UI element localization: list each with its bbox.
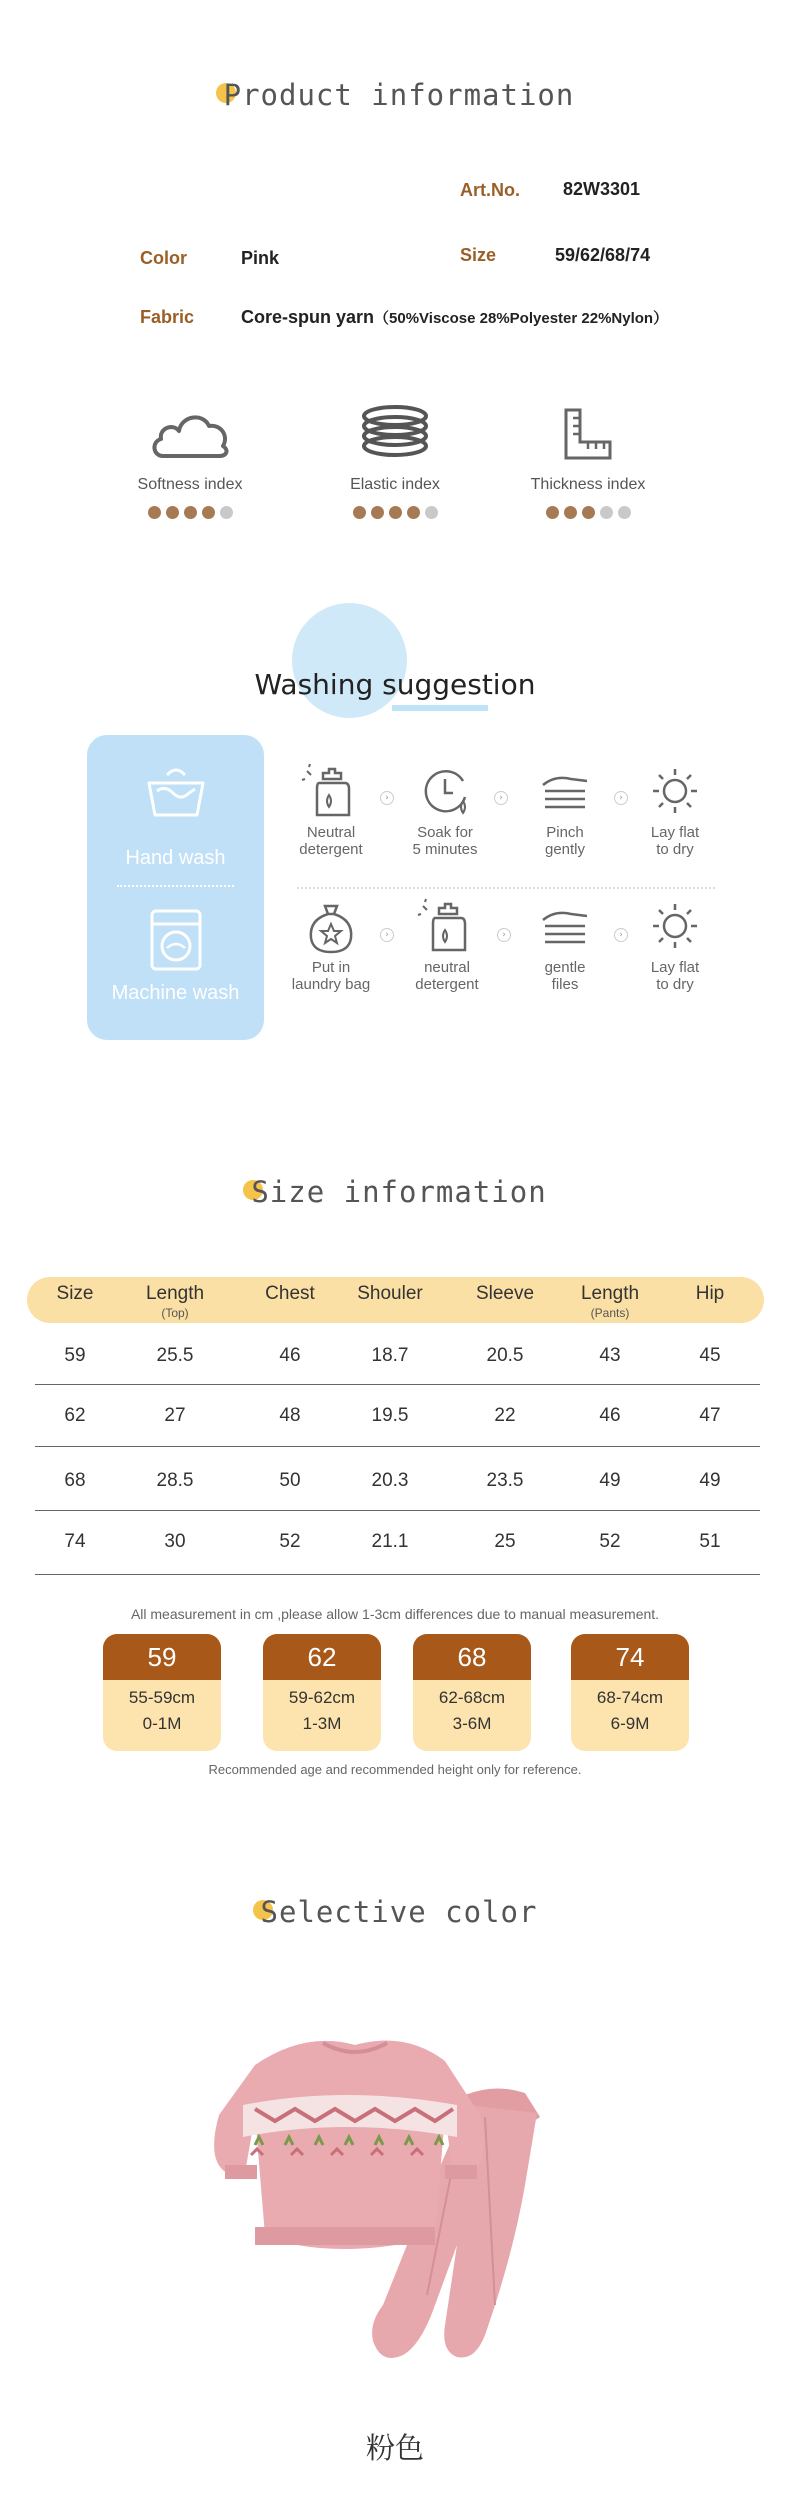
- table-cell: 74: [64, 1531, 86, 1552]
- softness-index-label: Softness index: [137, 476, 243, 493]
- cloud-icon: [149, 406, 231, 462]
- size-card-68: [413, 1634, 531, 1751]
- table-cell: 52: [599, 1531, 621, 1552]
- table-cell: 19.5: [371, 1405, 409, 1426]
- color-value: Pink: [241, 248, 280, 268]
- size-card-age: 3-6M: [452, 1714, 492, 1733]
- machine-step-4-label: Lay flat to dry: [650, 959, 700, 993]
- size-card-height: 59-62cm: [288, 1688, 356, 1707]
- hand-step-3: [510, 760, 620, 858]
- color-name-label: 粉色: [365, 2431, 424, 2465]
- table-cell: 59: [64, 1345, 86, 1366]
- table-cell: 48: [279, 1405, 301, 1426]
- hand-step-3-label: Pinch gently: [544, 824, 586, 858]
- elastic-rating: [295, 506, 495, 519]
- hand-step-4-label: Lay flat to dry: [650, 824, 700, 858]
- hand-step-1: [276, 760, 386, 858]
- detergent-icon: [301, 761, 361, 821]
- hand-step-2: [390, 760, 500, 858]
- size-card-height: 68-74cm: [596, 1688, 664, 1707]
- machine-step-1-label: Put in laundry bag: [291, 959, 371, 993]
- art-no-value: 82W3301: [563, 179, 641, 199]
- col-size: Size: [56, 1283, 94, 1304]
- hand-wash-icon: [143, 765, 209, 823]
- size-card-age: 6-9M: [610, 1714, 650, 1733]
- washing-machine-icon: [149, 908, 203, 972]
- sun-icon: [645, 896, 705, 956]
- coil-icon: [360, 402, 430, 462]
- machine-wash-label: Machine wash: [111, 982, 240, 1004]
- sun-icon: [645, 761, 705, 821]
- hand-wash-label: Hand wash: [125, 847, 226, 869]
- wash-method-panel: [87, 735, 264, 1040]
- size-card-size: 62: [263, 1634, 381, 1680]
- table-cell: 27: [164, 1405, 186, 1426]
- thickness-index-label: Thickness index: [530, 476, 646, 493]
- table-cell: 18.7: [371, 1345, 409, 1366]
- table-cell: 20.5: [486, 1345, 524, 1366]
- size-card-62: [263, 1634, 381, 1751]
- size-card-size: 74: [571, 1634, 689, 1680]
- selective-color-title-text: Selective color: [260, 1895, 538, 1929]
- fabric-name: Core-spun yarn: [241, 307, 375, 327]
- hand-step-1-label: Neutral detergent: [299, 824, 363, 858]
- elastic-index: [295, 392, 495, 519]
- hand-press-icon: [535, 896, 595, 956]
- size-card-height: 55-59cm: [128, 1688, 196, 1707]
- machine-step-4: [620, 895, 730, 993]
- arrow-icon: ›: [614, 928, 628, 942]
- size-card-size: 68: [413, 1634, 531, 1680]
- arrow-icon: ›: [614, 791, 628, 805]
- table-cell: 28.5: [156, 1470, 194, 1491]
- measurement-note: All measurement in cm ,please allow 1-3cm differences due to manual measurement.: [130, 1606, 660, 1622]
- table-cell: 62: [64, 1405, 86, 1426]
- size-card-74: [571, 1634, 689, 1751]
- table-cell: 20.3: [371, 1470, 409, 1491]
- softness-index: [90, 392, 290, 519]
- table-cell: 68: [64, 1470, 86, 1491]
- fabric-label: Fabric: [140, 307, 195, 327]
- table-cell: 46: [279, 1345, 301, 1366]
- machine-step-3: [510, 895, 620, 993]
- elastic-index-label: Elastic index: [350, 476, 440, 493]
- size-info-title: [0, 1175, 790, 1209]
- table-cell: 22: [494, 1405, 516, 1426]
- fabric-detail: （50%Viscose 28%Polyester 22%Nylon）: [374, 310, 669, 327]
- machine-step-3-label: gentle files: [544, 959, 586, 993]
- hand-press-icon: [535, 761, 595, 821]
- table-cell: 21.1: [371, 1531, 409, 1552]
- size-card-height: 62-68cm: [438, 1688, 506, 1707]
- hand-step-2-label: Soak for 5 minutes: [412, 824, 478, 858]
- fabric-value: [241, 307, 668, 328]
- table-cell: 52: [279, 1531, 301, 1552]
- machine-step-2: [392, 895, 502, 993]
- product-info-title-text: Product information: [223, 78, 575, 112]
- machine-step-2-label: neutral detergent: [415, 959, 479, 993]
- laundry-bag-icon: [301, 896, 361, 956]
- arrow-icon: ›: [380, 791, 394, 805]
- selective-color-title: [0, 1895, 790, 1929]
- arrow-icon: ›: [380, 928, 394, 942]
- size-info-title-text: Size information: [251, 1175, 547, 1209]
- product-info-title: [0, 78, 790, 112]
- size-value: 59/62/68/74: [555, 245, 651, 265]
- arrow-icon: ›: [494, 791, 508, 805]
- color-label: Color: [140, 248, 187, 268]
- thickness-rating: [488, 506, 688, 519]
- softness-rating: [90, 506, 290, 519]
- table-cell: 50: [279, 1470, 301, 1491]
- size-card-age: 1-3M: [302, 1714, 342, 1733]
- wash-steps-divider: [297, 887, 715, 889]
- table-cell: 47: [699, 1405, 721, 1426]
- machine-step-1: [276, 895, 386, 993]
- ruler-icon: [562, 406, 614, 462]
- size-label: Size: [460, 245, 497, 265]
- product-image: [195, 2005, 585, 2375]
- timer-icon: [415, 761, 475, 821]
- detergent-icon: [417, 896, 477, 956]
- col-length-pants: Length (Pants): [580, 1283, 640, 1320]
- card-note: Recommended age and recommended height only for reference.: [208, 1762, 582, 1777]
- size-card-size: 59: [103, 1634, 221, 1680]
- col-sleeve: Sleeve: [475, 1283, 535, 1304]
- table-cell: 43: [599, 1345, 621, 1366]
- table-cell: 25.5: [156, 1345, 194, 1366]
- col-chest: Chest: [265, 1283, 315, 1304]
- table-cell: 45: [699, 1345, 721, 1366]
- table-cell: 25: [494, 1531, 516, 1552]
- hand-step-4: [620, 760, 730, 858]
- col-shoulder: Shouler: [357, 1283, 423, 1304]
- art-no-label: Art.No.: [460, 180, 520, 200]
- table-cell: 30: [164, 1531, 186, 1552]
- washing-title-underline: [392, 705, 488, 711]
- size-card-59: [103, 1634, 221, 1751]
- thickness-index: [488, 392, 688, 519]
- col-length-top: Length (Top): [145, 1283, 205, 1320]
- table-cell: 49: [599, 1470, 621, 1491]
- table-cell: 49: [699, 1470, 721, 1491]
- table-cell: 23.5: [486, 1470, 524, 1491]
- arrow-icon: ›: [497, 928, 511, 942]
- table-cell: 51: [699, 1531, 721, 1552]
- size-card-age: 0-1M: [142, 1714, 182, 1733]
- col-hip: Hip: [695, 1283, 725, 1304]
- table-cell: 46: [599, 1405, 621, 1426]
- washing-title: Washing suggestion: [254, 668, 536, 701]
